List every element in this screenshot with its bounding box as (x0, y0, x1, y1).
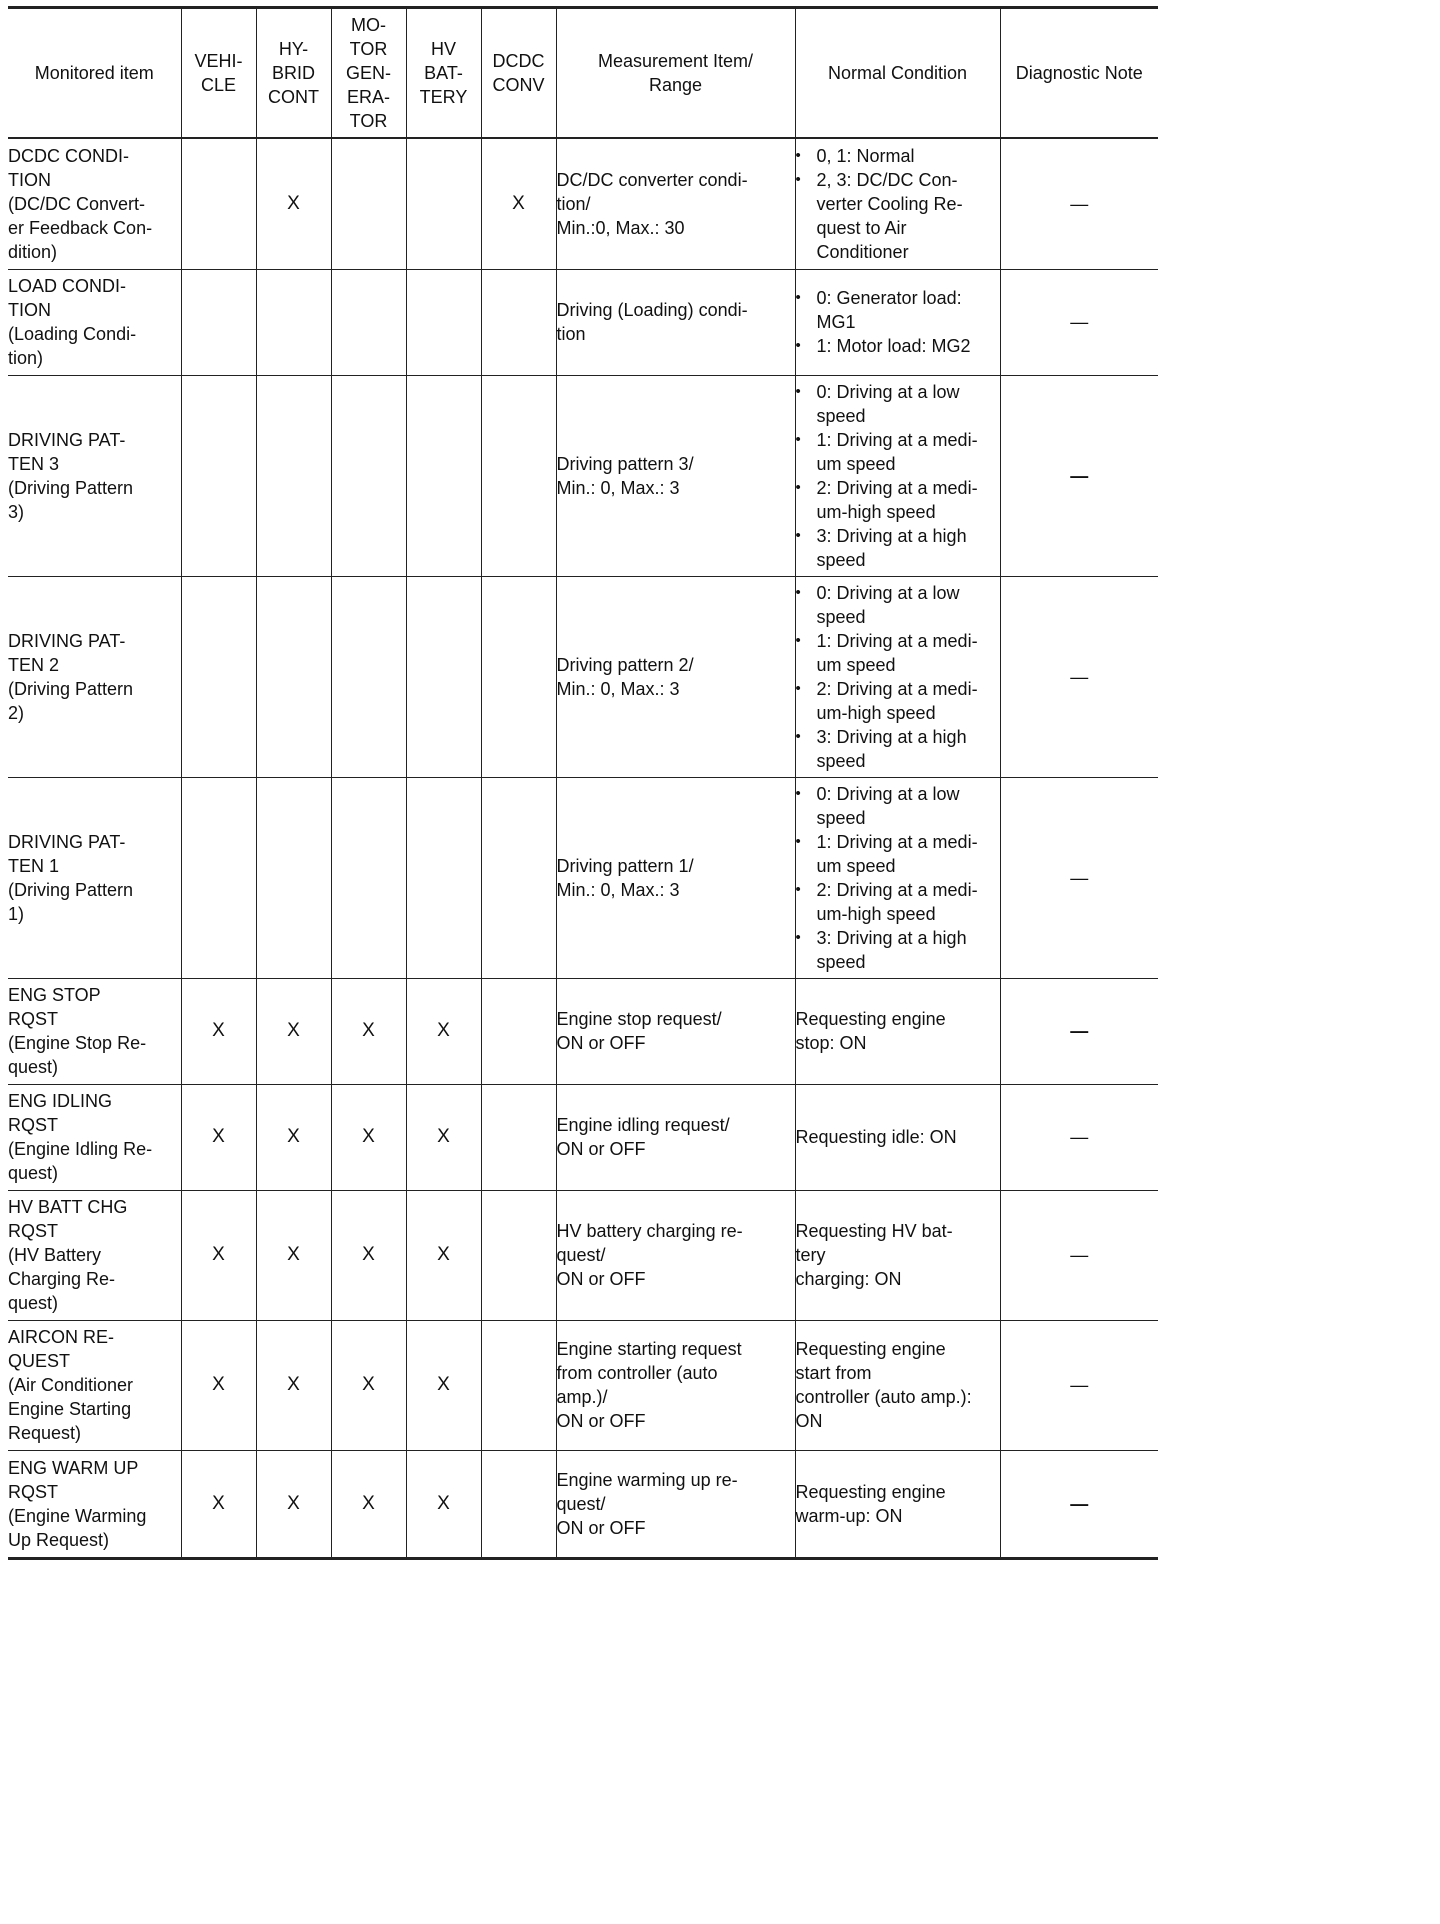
normal-condition-bullet: • 2: Driving at a medi- um-high speed (796, 476, 1000, 524)
measurement-cell: DC/DC converter condi- tion/ Min.:0, Max.: 30 (556, 138, 795, 269)
measurement-cell: Engine stop request/ ON or OFF (556, 978, 795, 1084)
header-vehicle: VEHI- CLE (181, 8, 256, 139)
measurement-cell: Engine starting request from controller (auto amp.)/ ON or OFF (556, 1320, 795, 1450)
motor-generator-mark (331, 777, 406, 978)
table-row (8, 777, 1158, 978)
dash-mark: — (1070, 1245, 1089, 1265)
hybrid-mark (256, 576, 331, 777)
hv-battery-mark: X (406, 1190, 481, 1320)
normal-condition-bullet: • 0: Generator load: MG1 (796, 286, 1000, 334)
hv-battery-mark (406, 269, 481, 375)
normal-condition-list (796, 782, 1000, 974)
monitored-item-cell: ENG STOP RQST (Engine Stop Re- quest) (8, 978, 181, 1084)
dcdc-mark (481, 777, 556, 978)
normal-condition-bullet: • 2: Driving at a medi- um-high speed (796, 878, 1000, 926)
monitor-item-table (8, 6, 1158, 1560)
hybrid-mark (256, 269, 331, 375)
dcdc-mark (481, 1450, 556, 1558)
diagnostic-note-cell (1000, 777, 1158, 978)
dcdc-mark (481, 375, 556, 576)
dcdc-mark (481, 269, 556, 375)
measurement-cell: Engine warming up re- quest/ ON or OFF (556, 1450, 795, 1558)
hybrid-mark (256, 777, 331, 978)
table-row (8, 1450, 1158, 1558)
diagnostic-note-cell (1000, 1190, 1158, 1320)
monitored-item-cell: ENG IDLING RQST (Engine Idling Re- quest) (8, 1084, 181, 1190)
monitored-item-cell: DRIVING PAT- TEN 2 (Driving Pattern 2) (8, 576, 181, 777)
normal-condition-bullet: • 2, 3: DC/DC Con- verter Cooling Re- quest to Air Conditioner (796, 168, 1000, 264)
vehicle-mark (181, 576, 256, 777)
motor-generator-mark: X (331, 1450, 406, 1558)
normal-condition-cell (795, 375, 1000, 576)
table-row (8, 375, 1158, 576)
motor-generator-mark: X (331, 1084, 406, 1190)
table-row (8, 1084, 1158, 1190)
header-normal-condition: Normal Condition (795, 8, 1000, 139)
diagnostic-note-cell (1000, 978, 1158, 1084)
hybrid-mark: X (256, 138, 331, 269)
normal-condition-bullet: • 3: Driving at a high speed (796, 524, 1000, 572)
normal-condition-list (796, 144, 1000, 264)
table-row (8, 269, 1158, 375)
normal-condition-bullet: • 2: Driving at a medi- um-high speed (796, 677, 1000, 725)
dash-mark: — (1070, 666, 1089, 687)
header-hybrid-cont: HY- BRID CONT (256, 8, 331, 139)
vehicle-mark: X (181, 1320, 256, 1450)
normal-condition-bullet: • 1: Motor load: MG2 (796, 334, 1000, 358)
dcdc-mark (481, 1320, 556, 1450)
normal-condition-bullet: • 0, 1: Normal (796, 144, 1000, 168)
dash-mark: — (1070, 465, 1089, 486)
table-row (8, 1190, 1158, 1320)
vehicle-mark (181, 138, 256, 269)
normal-condition-bullet: • 0: Driving at a low speed (796, 581, 1000, 629)
monitored-item-cell: ENG WARM UP RQST (Engine Warming Up Request) (8, 1450, 181, 1558)
hv-battery-mark (406, 777, 481, 978)
hybrid-mark: X (256, 1190, 331, 1320)
hv-battery-mark (406, 576, 481, 777)
hv-battery-mark (406, 138, 481, 269)
motor-generator-mark: X (331, 978, 406, 1084)
hv-battery-mark: X (406, 978, 481, 1084)
normal-condition-cell: Requesting HV bat- tery charging: ON (795, 1190, 1000, 1320)
hybrid-mark (256, 375, 331, 576)
dash-mark: — (1070, 1127, 1089, 1147)
dash-mark: — (1070, 867, 1089, 888)
diagnostic-note-cell (1000, 576, 1158, 777)
vehicle-mark (181, 269, 256, 375)
hybrid-mark: X (256, 1320, 331, 1450)
dash-mark: — (1070, 1493, 1089, 1514)
table-row (8, 576, 1158, 777)
dcdc-mark (481, 1084, 556, 1190)
normal-condition-bullet: • 0: Driving at a low speed (796, 380, 1000, 428)
normal-condition-cell: Requesting engine stop: ON (795, 978, 1000, 1084)
vehicle-mark (181, 777, 256, 978)
vehicle-mark: X (181, 978, 256, 1084)
hv-battery-mark: X (406, 1084, 481, 1190)
normal-condition-bullet: • 3: Driving at a high speed (796, 725, 1000, 773)
table-row (8, 978, 1158, 1084)
normal-condition-cell (795, 269, 1000, 375)
measurement-cell: Engine idling request/ ON or OFF (556, 1084, 795, 1190)
vehicle-mark (181, 375, 256, 576)
normal-condition-bullet: • 1: Driving at a medi- um speed (796, 830, 1000, 878)
monitored-item-cell: DRIVING PAT- TEN 3 (Driving Pattern 3) (8, 375, 181, 576)
measurement-cell: Driving pattern 2/ Min.: 0, Max.: 3 (556, 576, 795, 777)
motor-generator-mark (331, 375, 406, 576)
normal-condition-bullet: • 1: Driving at a medi- um speed (796, 428, 1000, 476)
diagnostic-note-cell (1000, 1084, 1158, 1190)
normal-condition-cell (795, 777, 1000, 978)
dcdc-mark: X (481, 138, 556, 269)
monitored-item-cell: AIRCON RE- QUEST (Air Conditioner Engine Starting Request) (8, 1320, 181, 1450)
header-row (8, 8, 1158, 139)
normal-condition-bullet: • 3: Driving at a high speed (796, 926, 1000, 974)
hybrid-mark: X (256, 1450, 331, 1558)
hybrid-mark: X (256, 978, 331, 1084)
measurement-cell: Driving pattern 1/ Min.: 0, Max.: 3 (556, 777, 795, 978)
table-header (8, 8, 1158, 139)
normal-condition-cell (795, 576, 1000, 777)
diagnostic-note-cell (1000, 1450, 1158, 1558)
measurement-cell: HV battery charging re- quest/ ON or OFF (556, 1190, 795, 1320)
normal-condition-cell: Requesting engine warm-up: ON (795, 1450, 1000, 1558)
dash-mark: — (1070, 193, 1089, 214)
normal-condition-cell: Requesting idle: ON (795, 1084, 1000, 1190)
hv-battery-mark: X (406, 1450, 481, 1558)
vehicle-mark: X (181, 1190, 256, 1320)
diagnostic-note-cell (1000, 269, 1158, 375)
header-monitored-item: Monitored item (8, 8, 181, 139)
measurement-cell: Driving pattern 3/ Min.: 0, Max.: 3 (556, 375, 795, 576)
header-diagnostic-note: Diagnostic Note (1000, 8, 1158, 139)
hv-battery-mark: X (406, 1320, 481, 1450)
header-motor-generator: MO- TOR GEN- ERA- TOR (331, 8, 406, 139)
normal-condition-bullet: • 0: Driving at a low speed (796, 782, 1000, 830)
hybrid-mark: X (256, 1084, 331, 1190)
monitored-item-cell: DCDC CONDI- TION (DC/DC Convert- er Feedback Con- dition) (8, 138, 181, 269)
normal-condition-cell (795, 138, 1000, 269)
motor-generator-mark (331, 138, 406, 269)
monitored-item-cell: LOAD CONDI- TION (Loading Condi- tion) (8, 269, 181, 375)
hv-battery-mark (406, 375, 481, 576)
motor-generator-mark (331, 269, 406, 375)
vehicle-mark: X (181, 1450, 256, 1558)
normal-condition-list (796, 380, 1000, 572)
header-dcdc-conv: DCDC CONV (481, 8, 556, 139)
diagnostic-note-cell (1000, 375, 1158, 576)
dcdc-mark (481, 576, 556, 777)
normal-condition-bullet: • 1: Driving at a medi- um speed (796, 629, 1000, 677)
dash-mark: — (1070, 1021, 1089, 1041)
table-body (8, 138, 1158, 1558)
dash-mark: — (1070, 312, 1089, 332)
vehicle-mark: X (181, 1084, 256, 1190)
monitored-item-cell: DRIVING PAT- TEN 1 (Driving Pattern 1) (8, 777, 181, 978)
monitored-item-cell: HV BATT CHG RQST (HV Battery Charging Re- quest) (8, 1190, 181, 1320)
normal-condition-list (796, 286, 1000, 358)
dcdc-mark (481, 978, 556, 1084)
normal-condition-cell: Requesting engine start from controller (auto amp.): ON (795, 1320, 1000, 1450)
motor-generator-mark: X (331, 1320, 406, 1450)
motor-generator-mark (331, 576, 406, 777)
header-measurement: Measurement Item/ Range (556, 8, 795, 139)
header-hv-battery: HV BAT- TERY (406, 8, 481, 139)
dcdc-mark (481, 1190, 556, 1320)
dash-mark: — (1070, 1375, 1089, 1395)
measurement-cell: Driving (Loading) condi- tion (556, 269, 795, 375)
table-row (8, 1320, 1158, 1450)
motor-generator-mark: X (331, 1190, 406, 1320)
diagnostic-note-cell (1000, 138, 1158, 269)
table-row (8, 138, 1158, 269)
diagnostic-note-cell (1000, 1320, 1158, 1450)
normal-condition-list (796, 581, 1000, 773)
